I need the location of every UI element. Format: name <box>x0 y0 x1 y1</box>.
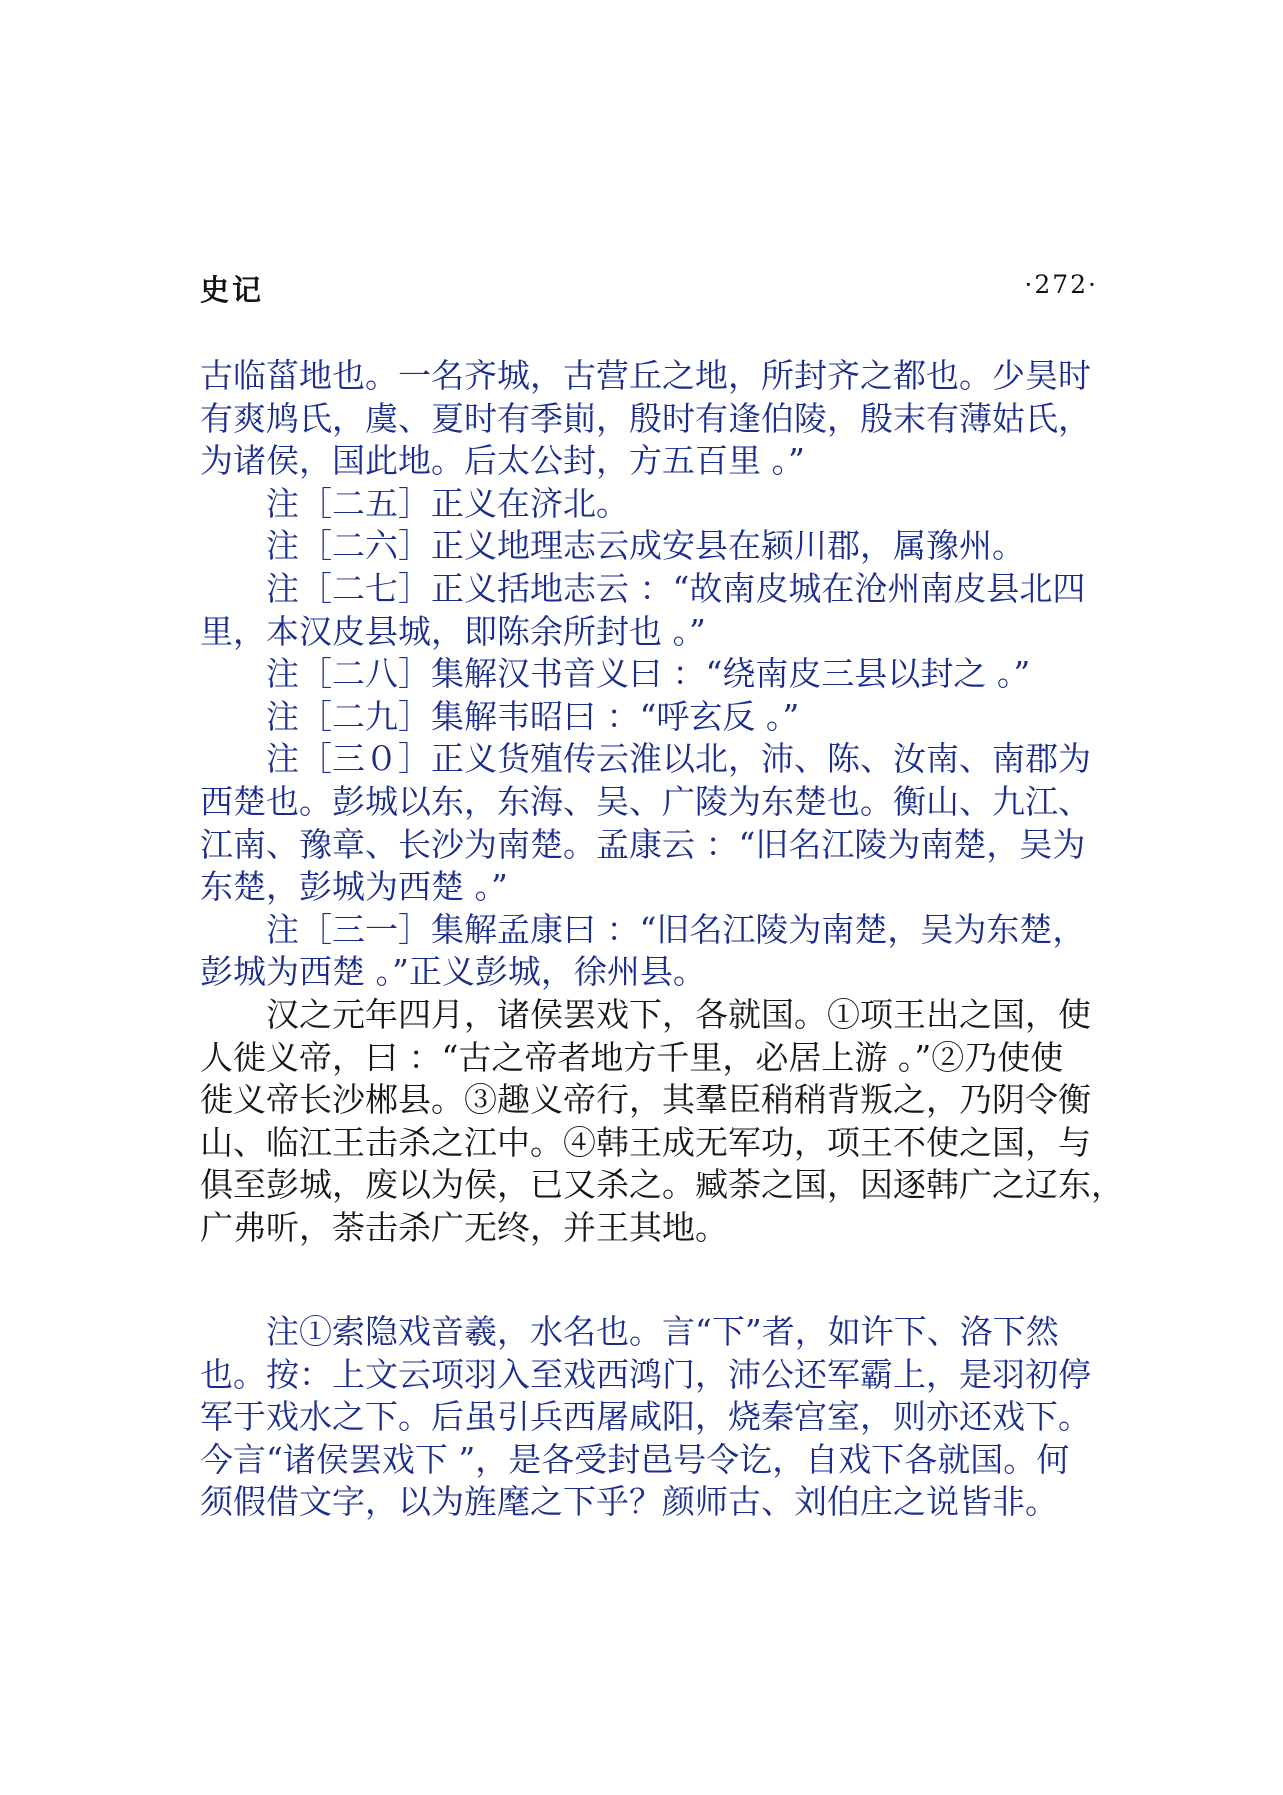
annotation-paragraph <box>200 696 1100 739</box>
page-header <box>200 268 1098 308</box>
body-paragraph <box>200 994 1124 1250</box>
annotation-paragraph <box>200 909 1100 994</box>
text-line: 有爽鸠氏，虞、夏时有季崱，殷时有逢伯陵，殷末有薄姑氏， <box>200 398 1091 438</box>
annotation-paragraph <box>200 568 1100 653</box>
text-line: 军于戏水之下。后虽引兵西屠咸阳，烧秦宫室，则亦还戏下。 <box>200 1397 1091 1437</box>
text-line: 注［二八］集解汉书音义曰 ：“绕南皮三县以封之 。” <box>266 654 1031 694</box>
text-block-lower <box>200 1311 1100 1524</box>
text-line: 须假借文字，以为旌麾之下乎？颜师古、刘伯庄之说皆非。 <box>200 1482 1058 1522</box>
text-line: 今言“诸侯罢戏下 ”，是各受封邑号令讫，自戏下各就国。何 <box>200 1439 1070 1479</box>
text-line: 山、临江王击杀之江中。④韩王成无军功，项王不使之国，与 <box>200 1122 1091 1162</box>
text-line: 俱至彭城，废以为侯，已又杀之。臧荼之国，因逐韩广之辽东， <box>200 1165 1124 1205</box>
text-line: 为诸侯，国此地。后太公封，方五百里 。” <box>200 441 805 481</box>
text-line: 注［二九］集解韦昭曰 ：“呼玄反 。” <box>266 696 800 736</box>
text-block-upper <box>200 355 1124 1249</box>
text-line: 古临菑地也。一名齐城，古营丘之地，所封齐之都也。少昊时 <box>200 356 1091 395</box>
page-number: ·272· <box>1024 270 1098 299</box>
text-line: 东楚，彭城为西楚 。” <box>200 867 508 907</box>
annotation-paragraph <box>200 483 1100 526</box>
text-line: 注①索隐戏音羲，水名也。言“下”者，如许下、洛下然 <box>266 1312 1059 1351</box>
text-line: 西楚也。彭城以东，东海、吴、广陵为东楚也。衡山、九江、 <box>200 781 1091 821</box>
text-line: 注［三一］集解孟康曰 ：“旧名江陵为南楚，吴为东楚， <box>266 909 1086 949</box>
text-line: 注［二六］正义地理志云成安县在颍川郡，属豫州。 <box>266 526 1025 566</box>
text-line: 注［二五］正义在济北。 <box>266 483 629 523</box>
text-line: 汉之元年四月，诸侯罢戏下，各就国。①项王出之国，使 <box>266 994 1091 1034</box>
text-line: 彭城为西楚 。”正义彭城，徐州县。 <box>200 952 706 992</box>
annotation-paragraph <box>200 738 1100 908</box>
text-line: 徙义帝长沙郴县。③趣义帝行，其羣臣稍稍背叛之，乃阴令衡 <box>200 1080 1091 1120</box>
text-line: 也。按：上文云项羽入至戏西鸿门，沛公还军霸上，是羽初停 <box>200 1354 1091 1394</box>
annotation-paragraph <box>200 653 1100 696</box>
annotation-paragraph <box>200 525 1100 568</box>
text-line: 里，本汉皮县城，即陈余所封也 。” <box>200 611 706 651</box>
book-title: 史记 <box>200 273 265 307</box>
annotation-paragraph <box>200 355 1100 483</box>
text-line: 江南、豫章、长沙为南楚。孟康云 ：“旧名江陵为南楚，吴为 <box>200 824 1086 864</box>
text-line: 注［三０］正义货殖传云淮以北，沛、陈、汝南、南郡为 <box>266 739 1091 779</box>
text-line: 人徙义帝，曰 ：“古之帝者地方千里，必居上游 。”②乃使使 <box>200 1037 1064 1077</box>
text-line: 广弗听，荼击杀广无终，并王其地。 <box>200 1207 728 1247</box>
text-line: 注［二七］正义括地志云 ：“故南皮城在沧州南皮县北四 <box>266 568 1086 608</box>
annotation-paragraph <box>200 1311 1100 1524</box>
